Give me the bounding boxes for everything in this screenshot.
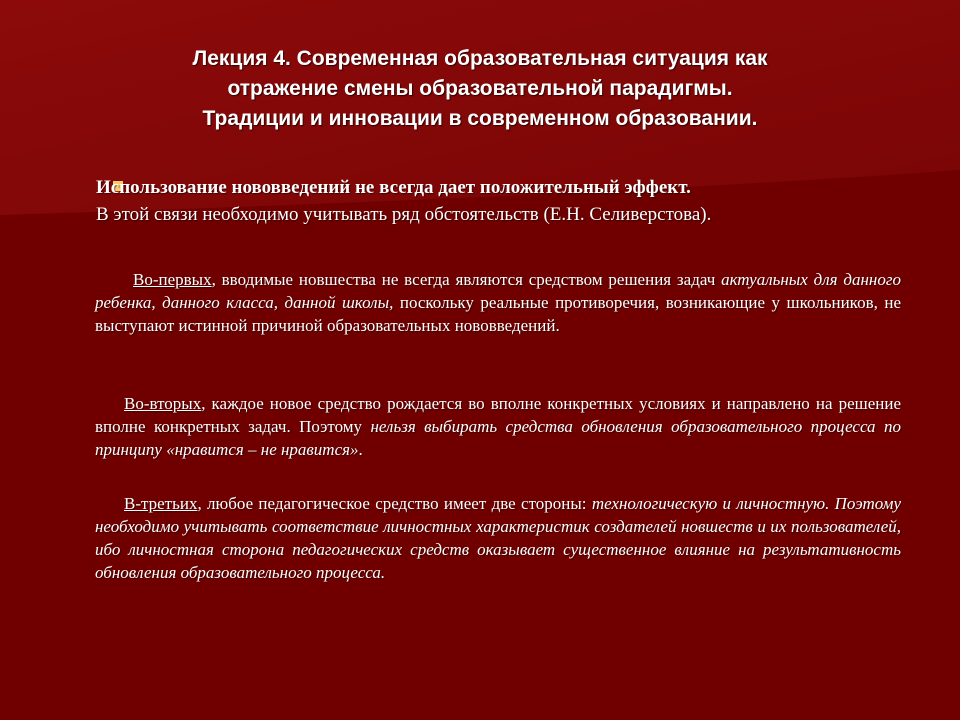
title-line-1: Лекция 4. Современная образовательная ситуация как: [192, 47, 768, 70]
paragraph-third-text-1: , любое педагогическое средство имеет две стороны:: [197, 494, 592, 513]
title-line-2: отражение смены образовательной парадигмы.: [227, 77, 733, 100]
paragraph-first-italic: актуальных для данного ребенка, данного класса, данной школы,: [95, 270, 901, 312]
paragraph-first-marker: Во-первых: [133, 270, 212, 289]
paragraph-second-marker: Во-вторых: [124, 394, 202, 413]
bullet-lead-bold: Использование нововведений не всегда дает положительный эффект.: [96, 177, 691, 198]
paragraph-first-text-2: поскольку реальные противоречия, возникающие у школьников, не выступают истинной причиной образовательных нововведений.: [95, 293, 901, 335]
paragraph-first-text-1: , вводимые новшества не всегда являются средством решения задач: [211, 270, 722, 289]
paragraph-first: [95, 268, 901, 337]
paragraph-second-text-1: , каждое новое средство рождается во вполне конкретных условиях и направлено на решение вполне конкретных задач. Поэтому: [95, 394, 901, 436]
bullet-lead-text: В этой связи необходимо учитывать ряд обстоятельств (Е.Н. Селиверстова).: [96, 204, 712, 225]
paragraph-second-italic: нельзя выбирать средства обновления образовательного процесса по принципу «нравится – не нравится»: [95, 417, 901, 459]
title-line-3: Традиции и инновации в современном образовании.: [202, 107, 758, 130]
paragraph-third-italic: технологическую и личностную. Поэтому необходимо учитывать соответствие личностных характеристик создателей новшеств и их пользователей, ибо личностная сторона педагогических средств оказывает существенное влияние на результативность обновления образовательного процесса.: [95, 494, 901, 582]
paragraph-third-marker: В-третьих: [124, 494, 198, 513]
slide-title: [80, 44, 880, 134]
paragraph-second-text-2: .: [358, 440, 363, 459]
paragraph-second: [95, 392, 901, 461]
bullet-item: [96, 176, 896, 230]
paragraph-third: [95, 492, 901, 584]
